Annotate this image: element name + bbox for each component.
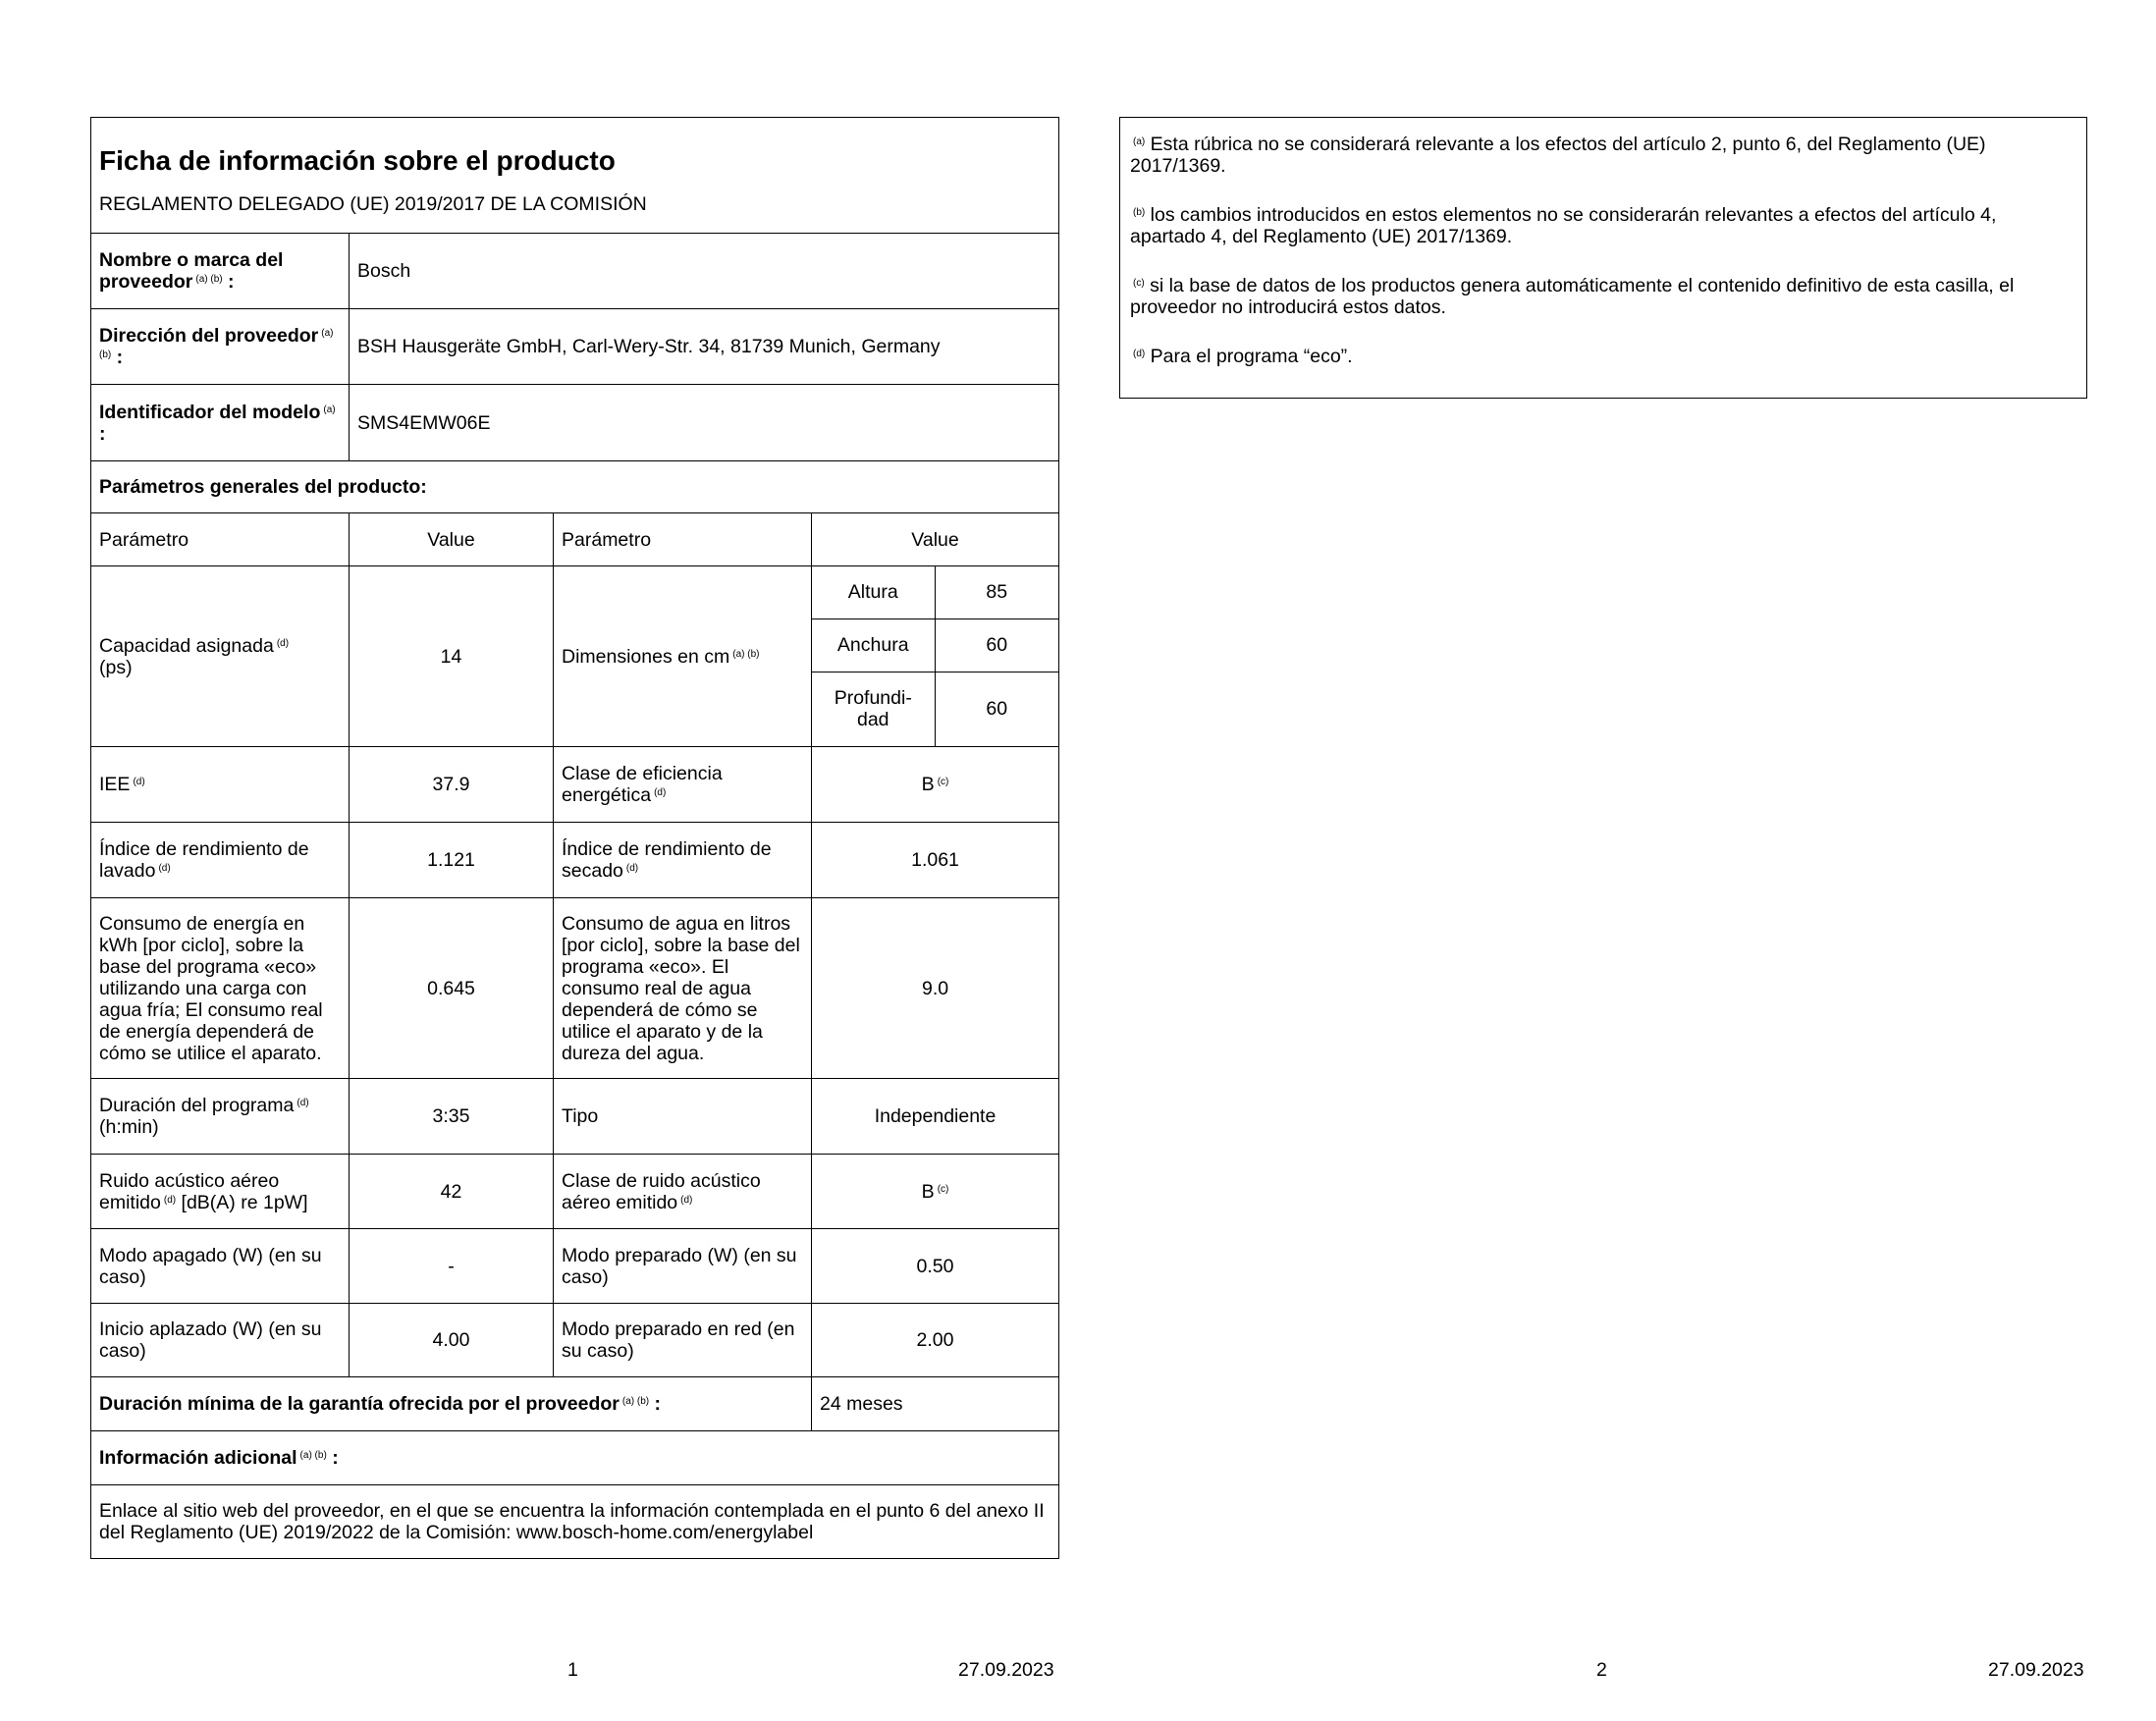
page-number-1: 1	[567, 1659, 578, 1681]
drying-index-value: 1.061	[812, 823, 1059, 898]
drying-index-label: Índice de rendimiento de secado $^{(d)}$	[554, 823, 812, 898]
height-value: 85	[935, 566, 1058, 618]
type-value: Independiente	[812, 1079, 1059, 1155]
noise-class-value: B $^{(c)}$	[812, 1155, 1059, 1229]
noise-label: Ruido acústico aéreo emitido $^{(d)}$ [dB(A) re 1pW]	[91, 1155, 350, 1229]
dimensions-label: Dimensiones en cm $^{(a) (b)}$	[554, 566, 812, 747]
energy-consumption-label: Consumo de energía en kWh [por ciclo], sobre la base del programa «eco» utilizando una carga con agua fría; El consumo real de energía dependerá de cómo se utilice el aparato.	[91, 898, 350, 1079]
network-standby-label: Modo preparado en red (en su caso)	[554, 1304, 812, 1377]
water-consumption-value: 9.0	[812, 898, 1059, 1079]
column-header-parameter: Parámetro	[91, 513, 350, 566]
delay-start-value: 4.00	[350, 1304, 554, 1377]
supplier-address-value: BSH Hausgeräte GmbH, Carl-Wery-Str. 34, 81739 Munich, Germany	[350, 309, 1059, 385]
iee-label: IEE $^{(d)}$	[91, 747, 350, 823]
page-date-1: 27.09.2023	[958, 1659, 1054, 1681]
supplier-name-label: Nombre o marca del proveedor $^{(a) (b)}$ :	[91, 234, 350, 309]
width-label: Anchura	[812, 618, 935, 672]
product-information-sheet	[90, 117, 1059, 1559]
network-standby-value: 2.00	[812, 1304, 1059, 1377]
off-mode-label: Modo apagado (W) (en su caso)	[91, 1229, 350, 1304]
energy-class-value: B $^{(c)}$	[812, 747, 1059, 823]
supplier-address-label: Dirección del proveedor $^{(a) (b)}$ :	[91, 309, 350, 385]
page-date-2: 27.09.2023	[1988, 1659, 2084, 1681]
footnote-d: $^{(d)}$ Para el programa “eco”.	[1133, 346, 1353, 367]
capacity-label: Capacidad asignada $^{(d)}$ (ps)	[91, 566, 350, 747]
width-value: 60	[935, 618, 1058, 672]
type-label: Tipo	[554, 1079, 812, 1155]
warranty-label: Duración mínima de la garantía ofrecida por el proveedor $^{(a) (b)}$ :	[91, 1377, 812, 1431]
off-mode-value: -	[350, 1229, 554, 1304]
dimensions-values	[812, 566, 1059, 747]
height-label: Altura	[812, 566, 935, 618]
page-number-2: 2	[1596, 1659, 1607, 1681]
additional-info-heading: Información adicional $^{(a) (b)}$ :	[91, 1431, 1059, 1485]
supplier-name-value: Bosch	[350, 234, 1059, 309]
standby-mode-label: Modo preparado (W) (en su caso)	[554, 1229, 812, 1304]
cleaning-index-label: Índice de rendimiento de lavado $^{(d)}$	[91, 823, 350, 898]
noise-class-label: Clase de ruido acústico aéreo emitido $^{(d)}$	[554, 1155, 812, 1229]
cleaning-index-value: 1.121	[350, 823, 554, 898]
column-header-value: Value	[812, 513, 1059, 566]
delay-start-label: Inicio aplazado (W) (en su caso)	[91, 1304, 350, 1377]
footnote-b: $^{(b)}$ los cambios introducidos en estos elementos no se considerarán relevantes a efectos del artículo 4, apartado 4, del Reglamento (UE) 2017/1369.	[1130, 204, 1997, 247]
energy-class-label: Clase de eficiencia energética $^{(d)}$	[554, 747, 812, 823]
water-consumption-label: Consumo de agua en litros [por ciclo], sobre la base del programa «eco». El consumo real de agua dependerá de cómo se utilice el aparato y de la dureza del agua.	[554, 898, 812, 1079]
column-header-parameter: Parámetro	[554, 513, 812, 566]
depth-label: Profundi-dad	[812, 672, 935, 746]
depth-value: 60	[986, 698, 1008, 721]
capacity-value: 14	[350, 566, 554, 747]
column-header-value: Value	[350, 513, 554, 566]
sheet-title: Ficha de información sobre el producto	[91, 118, 1059, 177]
standby-mode-value: 0.50	[812, 1229, 1059, 1304]
program-duration-label: Duración del programa $^{(d)}$ (h:min)	[91, 1079, 350, 1155]
program-duration-value: 3:35	[350, 1079, 554, 1155]
footnote-c: $^{(c)}$ si la base de datos de los productos genera automáticamente el contenido definitivo de esta casilla, el proveedor no introducirá estos datos.	[1130, 275, 2015, 318]
iee-value: 37.9	[350, 747, 554, 823]
regulation-reference: REGLAMENTO DELEGADO (UE) 2019/2017 DE LA COMISIÓN	[91, 177, 1059, 234]
noise-value: 42	[350, 1155, 554, 1229]
model-identifier-value: SMS4EMW06E	[350, 385, 1059, 461]
additional-info-text: Enlace al sitio web del proveedor, en el que se encuentra la información contemplada en el punto 6 del anexo II del Reglamento (UE) 2019/2022 de la Comisión: www.bosch-home.com/energylabel	[91, 1485, 1059, 1559]
general-params-heading: Parámetros generales del producto:	[91, 461, 1059, 513]
footnotes-box	[1119, 117, 2087, 399]
model-identifier-label: Identificador del modelo $^{(a)}$ :	[91, 385, 350, 461]
footnote-a: $^{(a)}$ Esta rúbrica no se considerará relevante a los efectos del artículo 2, punto 6, del Reglamento (UE) 2017/1369.	[1130, 134, 1986, 177]
energy-consumption-value: 0.645	[350, 898, 554, 1079]
warranty-value: 24 meses	[812, 1377, 1059, 1431]
